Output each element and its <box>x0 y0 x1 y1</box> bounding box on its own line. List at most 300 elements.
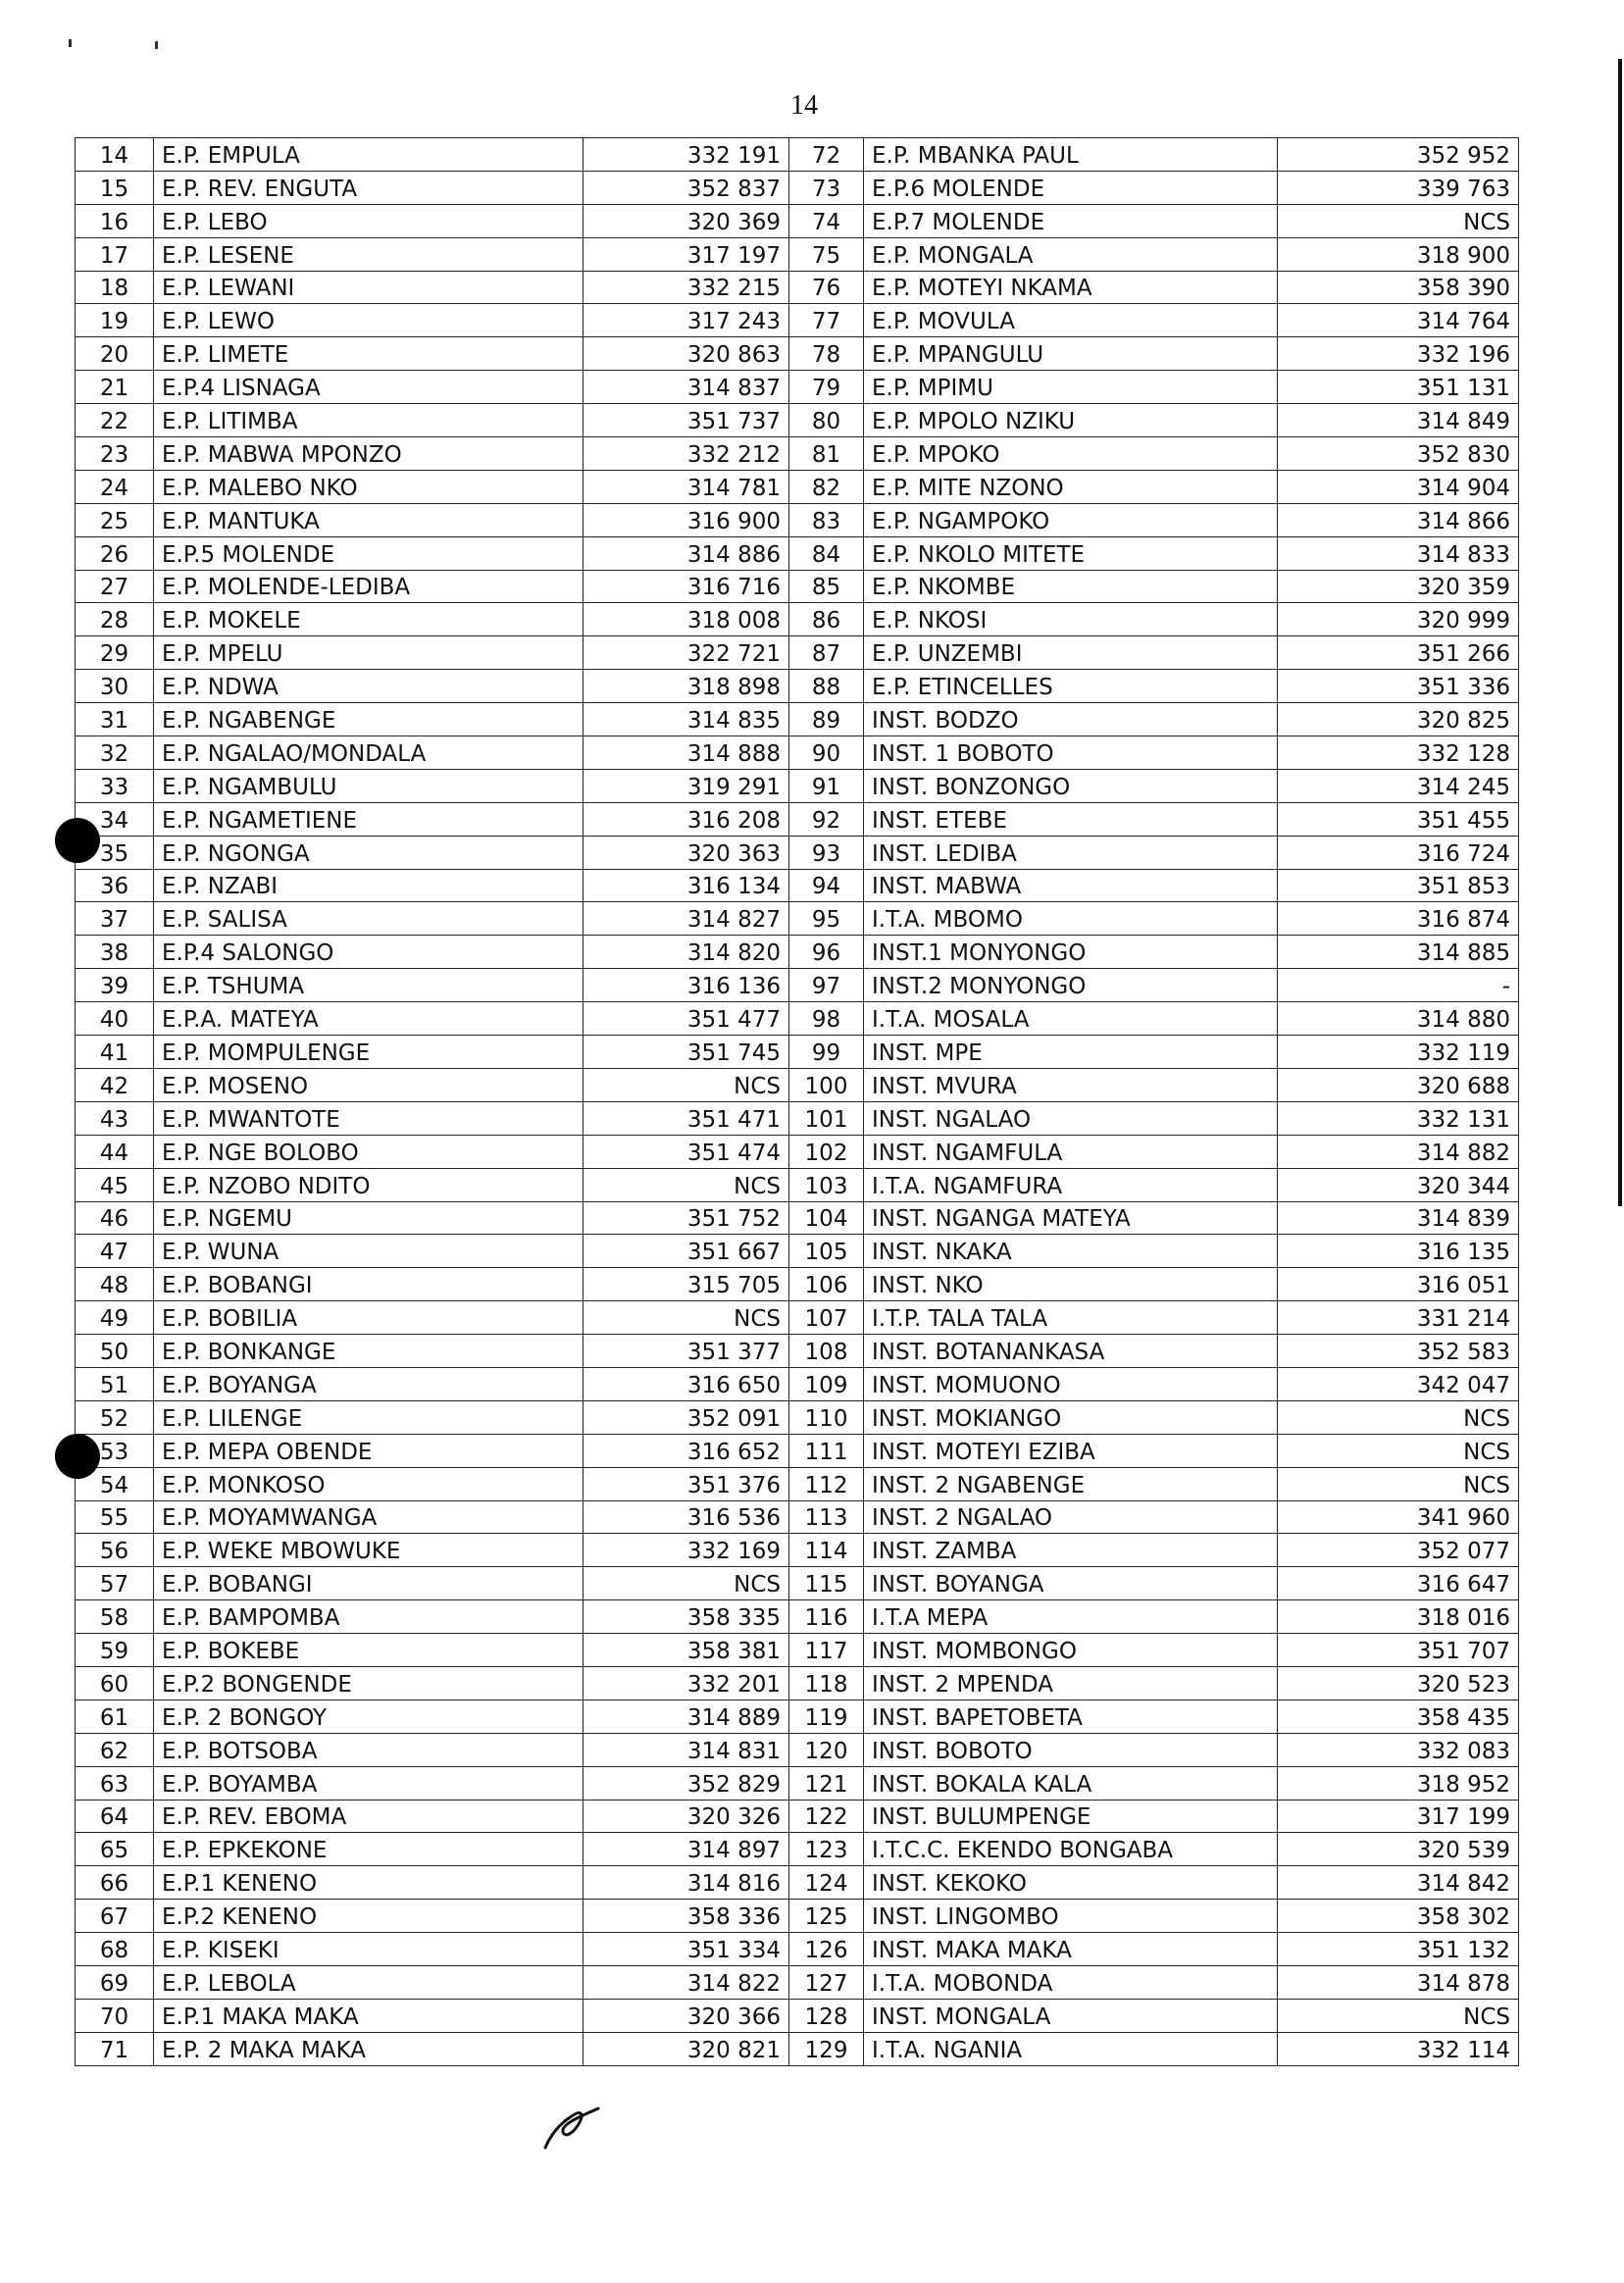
school-code: 314 831 <box>584 1733 789 1766</box>
school-code: 332 083 <box>1278 1733 1519 1766</box>
row-number: 32 <box>76 736 154 770</box>
school-name: E.P. WEKE MBOWUKE <box>154 1534 584 1567</box>
school-name: E.P. NGALAO/MONDALA <box>154 736 584 770</box>
table-row <box>76 1268 1519 1301</box>
row-number: 84 <box>789 536 864 570</box>
table-row <box>76 603 1519 636</box>
school-name: E.P. SALISA <box>154 902 584 936</box>
school-name: INST. 1 BOBOTO <box>864 736 1278 770</box>
school-name: INST. KEKOKO <box>864 1866 1278 1900</box>
school-code: NCS <box>584 1168 789 1201</box>
school-code: 314 839 <box>1278 1201 1519 1235</box>
row-number: 74 <box>789 204 864 237</box>
row-number: 127 <box>789 1965 864 1999</box>
school-name: E.P. MPOKO <box>864 437 1278 471</box>
school-name: E.P. LEWANI <box>154 271 584 304</box>
row-number: 112 <box>789 1467 864 1500</box>
school-code: 332 128 <box>1278 736 1519 770</box>
school-code: 332 191 <box>584 138 789 172</box>
row-number: 50 <box>76 1335 154 1368</box>
table-row <box>76 1101 1519 1135</box>
school-name: E.P. NDWA <box>154 670 584 703</box>
school-code: 314 835 <box>584 703 789 736</box>
school-code: 317 199 <box>1278 1800 1519 1833</box>
school-code: 316 136 <box>584 969 789 1002</box>
row-number: 38 <box>76 936 154 969</box>
row-number: 48 <box>76 1268 154 1301</box>
table-row <box>76 1800 1519 1833</box>
school-name: INST. MPE <box>864 1036 1278 1069</box>
school-code: 351 334 <box>584 1933 789 1966</box>
school-name: E.P. NKOMBE <box>864 570 1278 603</box>
school-code: NCS <box>584 1068 789 1101</box>
school-name: E.P. BOTSOBA <box>154 1733 584 1766</box>
row-number: 27 <box>76 570 154 603</box>
row-number: 125 <box>789 1900 864 1933</box>
table-row <box>76 1534 1519 1567</box>
school-name: E.P. REV. ENGUTA <box>154 171 584 204</box>
row-number: 70 <box>76 1999 154 2032</box>
table-row <box>76 570 1519 603</box>
school-name: INST. LINGOMBO <box>864 1900 1278 1933</box>
school-name: E.P. LESENE <box>154 237 584 271</box>
row-number: 22 <box>76 404 154 437</box>
school-name: INST. MAKA MAKA <box>864 1933 1278 1966</box>
school-code: NCS <box>1278 1467 1519 1500</box>
row-number: 26 <box>76 536 154 570</box>
school-code: 351 474 <box>584 1135 789 1168</box>
school-name: E.P. MONGALA <box>864 237 1278 271</box>
row-number: 58 <box>76 1600 154 1634</box>
table-row <box>76 404 1519 437</box>
school-code: NCS <box>1278 204 1519 237</box>
school-code: 331 214 <box>1278 1301 1519 1335</box>
table-row <box>76 869 1519 902</box>
row-number: 61 <box>76 1700 154 1733</box>
row-number: 49 <box>76 1301 154 1335</box>
punch-hole-mark <box>55 1434 100 1479</box>
school-code: 332 212 <box>584 437 789 471</box>
school-code: 314 842 <box>1278 1866 1519 1900</box>
row-number: 42 <box>76 1068 154 1101</box>
row-number: 124 <box>789 1866 864 1900</box>
school-code: 316 647 <box>1278 1567 1519 1600</box>
school-name: INST. NGAMFULA <box>864 1135 1278 1168</box>
school-name: INST. ZAMBA <box>864 1534 1278 1567</box>
school-name: E.P. LEBO <box>154 204 584 237</box>
school-name: INST. NKO <box>864 1268 1278 1301</box>
school-name: E.P. 2 MAKA MAKA <box>154 2032 584 2065</box>
school-code: 358 381 <box>584 1634 789 1667</box>
row-number: 18 <box>76 271 154 304</box>
school-name: I.T.A MEPA <box>864 1600 1278 1634</box>
table-row <box>76 337 1519 371</box>
row-number: 101 <box>789 1101 864 1135</box>
school-code: NCS <box>584 1567 789 1600</box>
school-code: 314 880 <box>1278 1002 1519 1036</box>
school-code: 317 197 <box>584 237 789 271</box>
school-name: INST. MOMUONO <box>864 1367 1278 1400</box>
school-name: E.P. BONKANGE <box>154 1335 584 1368</box>
row-number: 81 <box>789 437 864 471</box>
school-name: I.T.A. MOSALA <box>864 1002 1278 1036</box>
table-row <box>76 204 1519 237</box>
row-number: 126 <box>789 1933 864 1966</box>
school-name: E.P. NGAMPOKO <box>864 503 1278 536</box>
school-code: 318 008 <box>584 603 789 636</box>
row-number: 95 <box>789 902 864 936</box>
school-name: I.T.A. NGAMFURA <box>864 1168 1278 1201</box>
school-code: 352 583 <box>1278 1335 1519 1368</box>
school-name: E.P. LEBOLA <box>154 1965 584 1999</box>
school-name: E.P. MOVULA <box>864 304 1278 337</box>
school-name: E.P. MOLENDE-LEDIBA <box>154 570 584 603</box>
school-code: 314 822 <box>584 1965 789 1999</box>
school-name: E.P.4 LISNAGA <box>154 371 584 404</box>
school-name: E.P. LIMETE <box>154 337 584 371</box>
school-code: 315 705 <box>584 1268 789 1301</box>
school-code: 322 721 <box>584 636 789 670</box>
row-number: 83 <box>789 503 864 536</box>
school-code: 332 119 <box>1278 1036 1519 1069</box>
row-number: 82 <box>789 470 864 503</box>
row-number: 29 <box>76 636 154 670</box>
row-number: 80 <box>789 404 864 437</box>
table-row <box>76 1135 1519 1168</box>
school-name: E.P. MANTUKA <box>154 503 584 536</box>
school-name: INST. BONZONGO <box>864 769 1278 802</box>
table-row <box>76 1002 1519 1036</box>
school-name: E.P. EMPULA <box>154 138 584 172</box>
school-code: 316 900 <box>584 503 789 536</box>
school-name: E.P. KISEKI <box>154 1933 584 1966</box>
row-number: 20 <box>76 337 154 371</box>
school-code: 318 016 <box>1278 1600 1519 1634</box>
row-number: 45 <box>76 1168 154 1201</box>
school-code: NCS <box>1278 1999 1519 2032</box>
school-name: INST. MOKIANGO <box>864 1400 1278 1434</box>
row-number: 121 <box>789 1766 864 1800</box>
school-code: 314 764 <box>1278 304 1519 337</box>
school-name: E.P.5 MOLENDE <box>154 536 584 570</box>
school-code: 351 377 <box>584 1335 789 1368</box>
school-code: 314 886 <box>584 536 789 570</box>
row-number: 106 <box>789 1268 864 1301</box>
row-number: 94 <box>789 869 864 902</box>
school-code: 316 051 <box>1278 1268 1519 1301</box>
row-number: 25 <box>76 503 154 536</box>
school-name: I.T.A. NGANIA <box>864 2032 1278 2065</box>
school-code: 358 390 <box>1278 271 1519 304</box>
school-name: E.P.2 KENENO <box>154 1900 584 1933</box>
school-code: 314 897 <box>584 1833 789 1866</box>
row-number: 46 <box>76 1201 154 1235</box>
school-code: 351 336 <box>1278 670 1519 703</box>
school-name: E.P. MPIMU <box>864 371 1278 404</box>
school-name: E.P. NKOLO MITETE <box>864 536 1278 570</box>
row-number: 53 <box>76 1434 154 1467</box>
school-code: 316 208 <box>584 802 789 836</box>
school-name: E.P. BAMPOMBA <box>154 1600 584 1634</box>
table-row <box>76 1335 1519 1368</box>
school-name: INST. MONGALA <box>864 1999 1278 2032</box>
school-code: 358 336 <box>584 1900 789 1933</box>
school-name: INST. NGALAO <box>864 1101 1278 1135</box>
table-row <box>76 670 1519 703</box>
school-name: E.P. MALEBO NKO <box>154 470 584 503</box>
row-number: 104 <box>789 1201 864 1235</box>
page-number: 14 <box>790 90 818 121</box>
school-name: INST. MVURA <box>864 1068 1278 1101</box>
school-code: 332 114 <box>1278 2032 1519 2065</box>
school-name: E.P. LITIMBA <box>154 404 584 437</box>
row-number: 116 <box>789 1600 864 1634</box>
table-row <box>76 470 1519 503</box>
table-row <box>76 769 1519 802</box>
table-row <box>76 1866 1519 1900</box>
table-row <box>76 636 1519 670</box>
school-code: 314 878 <box>1278 1965 1519 1999</box>
school-name: E.P.7 MOLENDE <box>864 204 1278 237</box>
school-code: 332 201 <box>584 1666 789 1700</box>
school-name: INST. BOBOTO <box>864 1733 1278 1766</box>
school-code: 351 707 <box>1278 1634 1519 1667</box>
scan-mark <box>155 41 158 49</box>
school-code: NCS <box>584 1301 789 1335</box>
school-code: 352 952 <box>1278 138 1519 172</box>
row-number: 41 <box>76 1036 154 1069</box>
row-number: 59 <box>76 1634 154 1667</box>
row-number: 113 <box>789 1500 864 1534</box>
school-code: 320 344 <box>1278 1168 1519 1201</box>
school-code: 351 667 <box>584 1235 789 1268</box>
school-name: E.P.1 MAKA MAKA <box>154 1999 584 2032</box>
row-number: 19 <box>76 304 154 337</box>
table-row <box>76 371 1519 404</box>
school-name: INST.1 MONYONGO <box>864 936 1278 969</box>
school-name: E.P.2 BONGENDE <box>154 1666 584 1700</box>
row-number: 92 <box>789 802 864 836</box>
row-number: 34 <box>76 802 154 836</box>
school-code: 314 833 <box>1278 536 1519 570</box>
row-number: 36 <box>76 869 154 902</box>
school-name: E.P. ETINCELLES <box>864 670 1278 703</box>
school-name: INST. BOTANANKASA <box>864 1335 1278 1368</box>
row-number: 90 <box>789 736 864 770</box>
row-number: 114 <box>789 1534 864 1567</box>
school-code: 352 837 <box>584 171 789 204</box>
school-code: 351 853 <box>1278 869 1519 902</box>
table-row <box>76 1201 1519 1235</box>
school-code: 314 849 <box>1278 404 1519 437</box>
row-number: 78 <box>789 337 864 371</box>
school-code: 320 688 <box>1278 1068 1519 1101</box>
school-name: E.P. NGEMU <box>154 1201 584 1235</box>
school-name: I.T.A. MBOMO <box>864 902 1278 936</box>
table-row <box>76 1600 1519 1634</box>
row-number: 37 <box>76 902 154 936</box>
school-name: E.P. REV. EBOMA <box>154 1800 584 1833</box>
school-name: E.P. BOYAMBA <box>154 1766 584 1800</box>
school-name: I.T.C.C. EKENDO BONGABA <box>864 1833 1278 1866</box>
school-name: E.P. NGAMETIENE <box>154 802 584 836</box>
row-number: 21 <box>76 371 154 404</box>
school-code: 316 652 <box>584 1434 789 1467</box>
school-code: 320 863 <box>584 337 789 371</box>
row-number: 68 <box>76 1933 154 1966</box>
row-number: 60 <box>76 1666 154 1700</box>
table-row <box>76 902 1519 936</box>
school-name: E.P. BOYANGA <box>154 1367 584 1400</box>
table-row <box>76 1833 1519 1866</box>
table-row <box>76 1766 1519 1800</box>
school-code: 358 335 <box>584 1600 789 1634</box>
table-row <box>76 1400 1519 1434</box>
table-row <box>76 1500 1519 1534</box>
school-name: E.P. NGONGA <box>154 836 584 869</box>
school-code: 314 837 <box>584 371 789 404</box>
row-number: 44 <box>76 1135 154 1168</box>
row-number: 51 <box>76 1367 154 1400</box>
school-code: 317 243 <box>584 304 789 337</box>
school-name: INST. MOMBONGO <box>864 1634 1278 1667</box>
table-row <box>76 271 1519 304</box>
school-code: 314 820 <box>584 936 789 969</box>
school-name: INST.2 MONYONGO <box>864 969 1278 1002</box>
table-row <box>76 304 1519 337</box>
table-row <box>76 536 1519 570</box>
school-code: 314 882 <box>1278 1135 1519 1168</box>
row-number: 15 <box>76 171 154 204</box>
school-name: I.T.P. TALA TALA <box>864 1301 1278 1335</box>
school-code: 320 539 <box>1278 1833 1519 1866</box>
table-row <box>76 138 1519 172</box>
table-row <box>76 2032 1519 2065</box>
school-name: E.P.1 KENENO <box>154 1866 584 1900</box>
school-name: E.P. WUNA <box>154 1235 584 1268</box>
row-number: 67 <box>76 1900 154 1933</box>
school-code: 316 716 <box>584 570 789 603</box>
row-number: 103 <box>789 1168 864 1201</box>
table-row <box>76 1733 1519 1766</box>
school-code: 314 904 <box>1278 470 1519 503</box>
school-name: I.T.A. MOBONDA <box>864 1965 1278 1999</box>
school-code: 352 091 <box>584 1400 789 1434</box>
row-number: 108 <box>789 1335 864 1368</box>
school-code: 320 369 <box>584 204 789 237</box>
school-name: E.P. MITE NZONO <box>864 470 1278 503</box>
scan-mark <box>69 39 72 47</box>
table-row <box>76 969 1519 1002</box>
school-code: 332 131 <box>1278 1101 1519 1135</box>
school-code: 358 435 <box>1278 1700 1519 1733</box>
row-number: 123 <box>789 1833 864 1866</box>
school-code: 358 302 <box>1278 1900 1519 1933</box>
table-row <box>76 1700 1519 1733</box>
school-name: E.P. UNZEMBI <box>864 636 1278 670</box>
school-code: 314 889 <box>584 1700 789 1733</box>
row-number: 128 <box>789 1999 864 2032</box>
school-code: 316 135 <box>1278 1235 1519 1268</box>
school-name: E.P. TSHUMA <box>154 969 584 1002</box>
school-name: E.P. LEWO <box>154 304 584 337</box>
school-code: 314 866 <box>1278 503 1519 536</box>
table-row <box>76 1168 1519 1201</box>
school-code: 352 830 <box>1278 437 1519 471</box>
school-code: 318 900 <box>1278 237 1519 271</box>
school-code: 316 536 <box>584 1500 789 1534</box>
school-name: E.P. MOKELE <box>154 603 584 636</box>
school-code: 318 898 <box>584 670 789 703</box>
school-code: 320 825 <box>1278 703 1519 736</box>
row-number: 122 <box>789 1800 864 1833</box>
row-number: 85 <box>789 570 864 603</box>
school-code: 320 359 <box>1278 570 1519 603</box>
school-name: INST. BOYANGA <box>864 1567 1278 1600</box>
table-row <box>76 171 1519 204</box>
school-name: E.P. NGE BOLOBO <box>154 1135 584 1168</box>
school-code: NCS <box>1278 1400 1519 1434</box>
punch-hole-mark <box>55 818 100 863</box>
row-number: 17 <box>76 237 154 271</box>
school-code: NCS <box>1278 1434 1519 1467</box>
school-code: 320 326 <box>584 1800 789 1833</box>
school-name: E.P. MPELU <box>154 636 584 670</box>
school-name: E.P.6 MOLENDE <box>864 171 1278 204</box>
table-row <box>76 1434 1519 1467</box>
school-name: E.P.4 SALONGO <box>154 936 584 969</box>
school-code: 320 363 <box>584 836 789 869</box>
school-code: 320 523 <box>1278 1666 1519 1700</box>
row-number: 64 <box>76 1800 154 1833</box>
row-number: 30 <box>76 670 154 703</box>
table-row <box>76 1036 1519 1069</box>
school-code: 332 196 <box>1278 337 1519 371</box>
school-code: 316 874 <box>1278 902 1519 936</box>
table-row <box>76 1933 1519 1966</box>
school-code: 351 132 <box>1278 1933 1519 1966</box>
school-name: INST. NKAKA <box>864 1235 1278 1268</box>
school-code: 351 737 <box>584 404 789 437</box>
table-row <box>76 836 1519 869</box>
school-name: INST. ETEBE <box>864 802 1278 836</box>
row-number: 102 <box>789 1135 864 1168</box>
row-number: 96 <box>789 936 864 969</box>
school-name: E.P. NGABENGE <box>154 703 584 736</box>
row-number: 89 <box>789 703 864 736</box>
school-name: E.P. MBANKA PAUL <box>864 138 1278 172</box>
school-code: 314 816 <box>584 1866 789 1900</box>
school-name: E.P. MOTEYI NKAMA <box>864 271 1278 304</box>
row-number: 23 <box>76 437 154 471</box>
table-row <box>76 703 1519 736</box>
school-name: INST. BULUMPENGE <box>864 1800 1278 1833</box>
row-number: 117 <box>789 1634 864 1667</box>
school-code: 341 960 <box>1278 1500 1519 1534</box>
row-number: 16 <box>76 204 154 237</box>
school-code: 351 376 <box>584 1467 789 1500</box>
school-name: E.P. NGAMBULU <box>154 769 584 802</box>
row-number: 28 <box>76 603 154 636</box>
school-code: 314 827 <box>584 902 789 936</box>
school-name: E.P. BOBANGI <box>154 1567 584 1600</box>
schools-table <box>75 137 1519 2066</box>
row-number: 87 <box>789 636 864 670</box>
school-name: E.P. MEPA OBENDE <box>154 1434 584 1467</box>
school-name: E.P. NKOSI <box>864 603 1278 636</box>
table-row <box>76 1235 1519 1268</box>
table-row <box>76 1467 1519 1500</box>
